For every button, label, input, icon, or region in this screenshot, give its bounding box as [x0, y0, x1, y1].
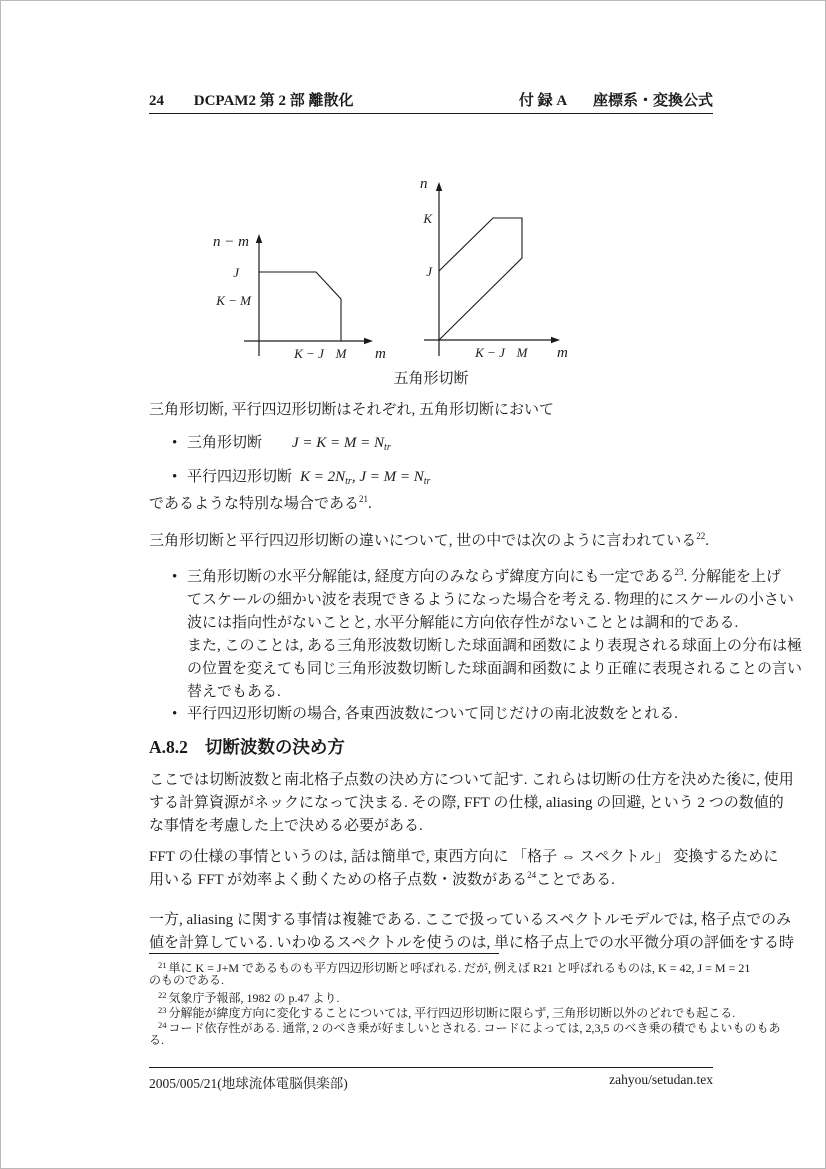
truncation-region-outline: [439, 218, 522, 340]
list-item-parallelogram: [172, 466, 430, 493]
section-number: A.8.2: [149, 737, 188, 757]
header-left: [149, 89, 353, 110]
section-title: 切断波数の決め方: [204, 737, 345, 757]
bullet-icon: [172, 466, 187, 489]
figure-pentagonal-truncation-left: [189, 166, 401, 368]
item-formula: , J = M = N: [351, 469, 424, 485]
footnote-21-line1: [158, 958, 750, 976]
paragraph-difference: [149, 530, 709, 553]
list-item-resolution-line4: また, このことは, ある三角形波数切断した球面調和函数により表現される球面上の分布は極: [187, 638, 803, 654]
paragraph-intro: 三角形切断, 平行四辺形切断はそれぞれ, 五角形切断において: [149, 402, 555, 418]
paragraph-aliasing-line2: 値を計算している. いわゆるスペクトルを使うのは, 単に格子点上での水平微分項の評価をする時: [149, 935, 795, 951]
paragraph-howto-line3: な事情を考慮した上で決める必要がある.: [149, 818, 423, 834]
paragraph-text: 三角形切断と平行四辺形切断の違いについて, 世の中では次のように言われている: [149, 533, 697, 549]
footnote-marker-22: 22: [696, 531, 706, 541]
x-axis-arrow-icon: [364, 338, 373, 344]
header-right: [519, 89, 713, 110]
item-label: 平行四辺形切断: [187, 469, 293, 485]
item-formula-subscript: tr: [423, 476, 431, 487]
footnote-number: 21: [158, 960, 167, 970]
footnote-marker-23: 23: [674, 567, 684, 577]
header-left-title: DCPAM2 第 2 部 離散化: [193, 93, 354, 109]
xtick-K-J: K − J: [294, 346, 324, 361]
bullet-icon: [172, 432, 187, 455]
footnote-text: 単に K = J+M であるものも平方四辺形切断と呼ばれる. だが, 例えば R21 と呼ばれるものは, K = 42, J = M = 21: [168, 961, 751, 975]
paragraph-closing: [149, 493, 372, 516]
footnote-marker-24: 24: [527, 870, 537, 880]
footnote-24-line1: [158, 1018, 781, 1036]
footnote-number: 22: [158, 990, 167, 1000]
bullet-icon: [172, 566, 187, 589]
paragraph-aliasing-line1: 一方, aliasing に関する事情は複雑である. ここで扱っているスペクトルモデルでは, 格子点でのみ: [149, 912, 792, 928]
paragraph-howto-line1: ここでは切断波数と南北格子点数の決め方について記す. これらは切断の仕方を決めた後に, 使用: [149, 772, 794, 788]
item-formula-subscript: tr: [345, 476, 352, 487]
footer-date-club: 2005/005/21(地球流体電脳倶楽部): [149, 1076, 348, 1091]
footnote-text: 気象庁予報部, 1982 の p.47 より.: [168, 991, 340, 1005]
paragraph-fft-line2: [149, 869, 615, 892]
y-axis-label: n: [420, 176, 428, 192]
header-rule: [149, 113, 713, 114]
footnote-text: 分解能が緯度方向に変化することについては, 平行四辺形切断に限らず, 三角形切断以外のどれでも起こる.: [168, 1006, 736, 1020]
closing-period: .: [368, 496, 372, 512]
item-label: 三角形切断: [187, 435, 263, 451]
footnote-text: コード依存性がある. 通常, 2 のべき乗が好ましいとされる. コードによっては, 2,3,5 のべき乗の積でもよいものもあ: [168, 1021, 781, 1035]
y-axis-label: n − m: [213, 234, 249, 250]
x-axis-label: m: [557, 345, 568, 361]
list-item-resolution-line3: 波には指向性がないことと, 水平分解能に方向依存性がないこととは調和的である.: [187, 615, 739, 631]
ytick-J: J: [426, 264, 432, 279]
ytick-J: J: [233, 265, 239, 280]
footnote-number: 23: [158, 1005, 167, 1015]
list-item-resolution-line6: 替えでもある.: [187, 684, 281, 700]
footnote-24-line2: る.: [149, 1033, 165, 1047]
footnote-marker-21: 21: [359, 494, 369, 504]
footnote-number: 24: [158, 1020, 167, 1030]
y-axis-arrow-icon: [436, 182, 442, 191]
list-item-triangular: [172, 432, 391, 459]
truncation-region-outline: [259, 272, 341, 341]
ytick-K: K: [423, 211, 432, 226]
ytick-K-M: K − M: [216, 293, 251, 308]
section-heading: [149, 734, 345, 759]
figure-pentagonal-truncation-right: [414, 166, 619, 368]
page-header: [149, 89, 713, 110]
page-footer: [149, 1072, 713, 1092]
x-axis-label: m: [375, 346, 386, 362]
paragraph-text: 用いる FFT が効率よく動くための格子点数・波数がある: [149, 872, 528, 888]
paragraph-fft-line1: FFT の仕様の事情というのは, 話は簡単で, 東西方向に 「格子 ⇔ スペクトル」 変換するために: [149, 849, 779, 865]
paragraph-text: ことである.: [536, 872, 615, 888]
list-item-resolution-line5: の位置を変えても同じ三角形波数切断した球面調和函数により正確に表現されることの言い: [187, 661, 803, 677]
footer-rule: [149, 1067, 713, 1068]
y-axis-arrow-icon: [256, 234, 262, 243]
paragraph-howto-line2: する計算資源がネックになって決まる. その際, FFT の仕様, aliasing の回避, という 2 つの数値的: [149, 795, 784, 811]
xtick-M: M: [516, 345, 528, 360]
xtick-M: M: [335, 346, 347, 361]
footer-source-file: zahyou/setudan.tex: [609, 1072, 713, 1087]
list-item-resolution-line2: てスケールの細かい波を表現できるようになった場合を考える. 物理的にスケールの小さい: [187, 592, 794, 608]
page-number: 24: [149, 93, 164, 109]
x-axis-arrow-icon: [551, 337, 560, 343]
item-formula: J = K = M = N: [292, 435, 385, 451]
footnote-21-line2: のものである.: [149, 973, 225, 987]
header-appendix-title: 座標系・変換公式: [592, 93, 713, 109]
bullet-icon: [172, 703, 187, 726]
list-item-parallelogram-case: [172, 703, 678, 726]
paragraph-period: .: [705, 533, 709, 549]
xtick-K-J: K − J: [475, 345, 505, 360]
closing-text: であるような特別な場合である: [149, 496, 360, 512]
item-text: 三角形切断の水平分解能は, 経度方向のみならず緯度方向にも一定である: [187, 569, 675, 585]
footnote-rule: [149, 953, 499, 954]
item-formula-subscript: tr: [384, 442, 391, 453]
header-appendix-label: 付 録 A: [518, 93, 568, 109]
item-formula: K = 2N: [300, 469, 346, 485]
list-item-resolution-line1: [172, 566, 781, 589]
item-text: 平行四辺形切断の場合, 各東西波数について同じだけの南北波数をとれる.: [187, 706, 678, 722]
figure-caption: 五角形切断: [393, 371, 469, 387]
item-text: . 分解能を上げ: [683, 569, 782, 585]
